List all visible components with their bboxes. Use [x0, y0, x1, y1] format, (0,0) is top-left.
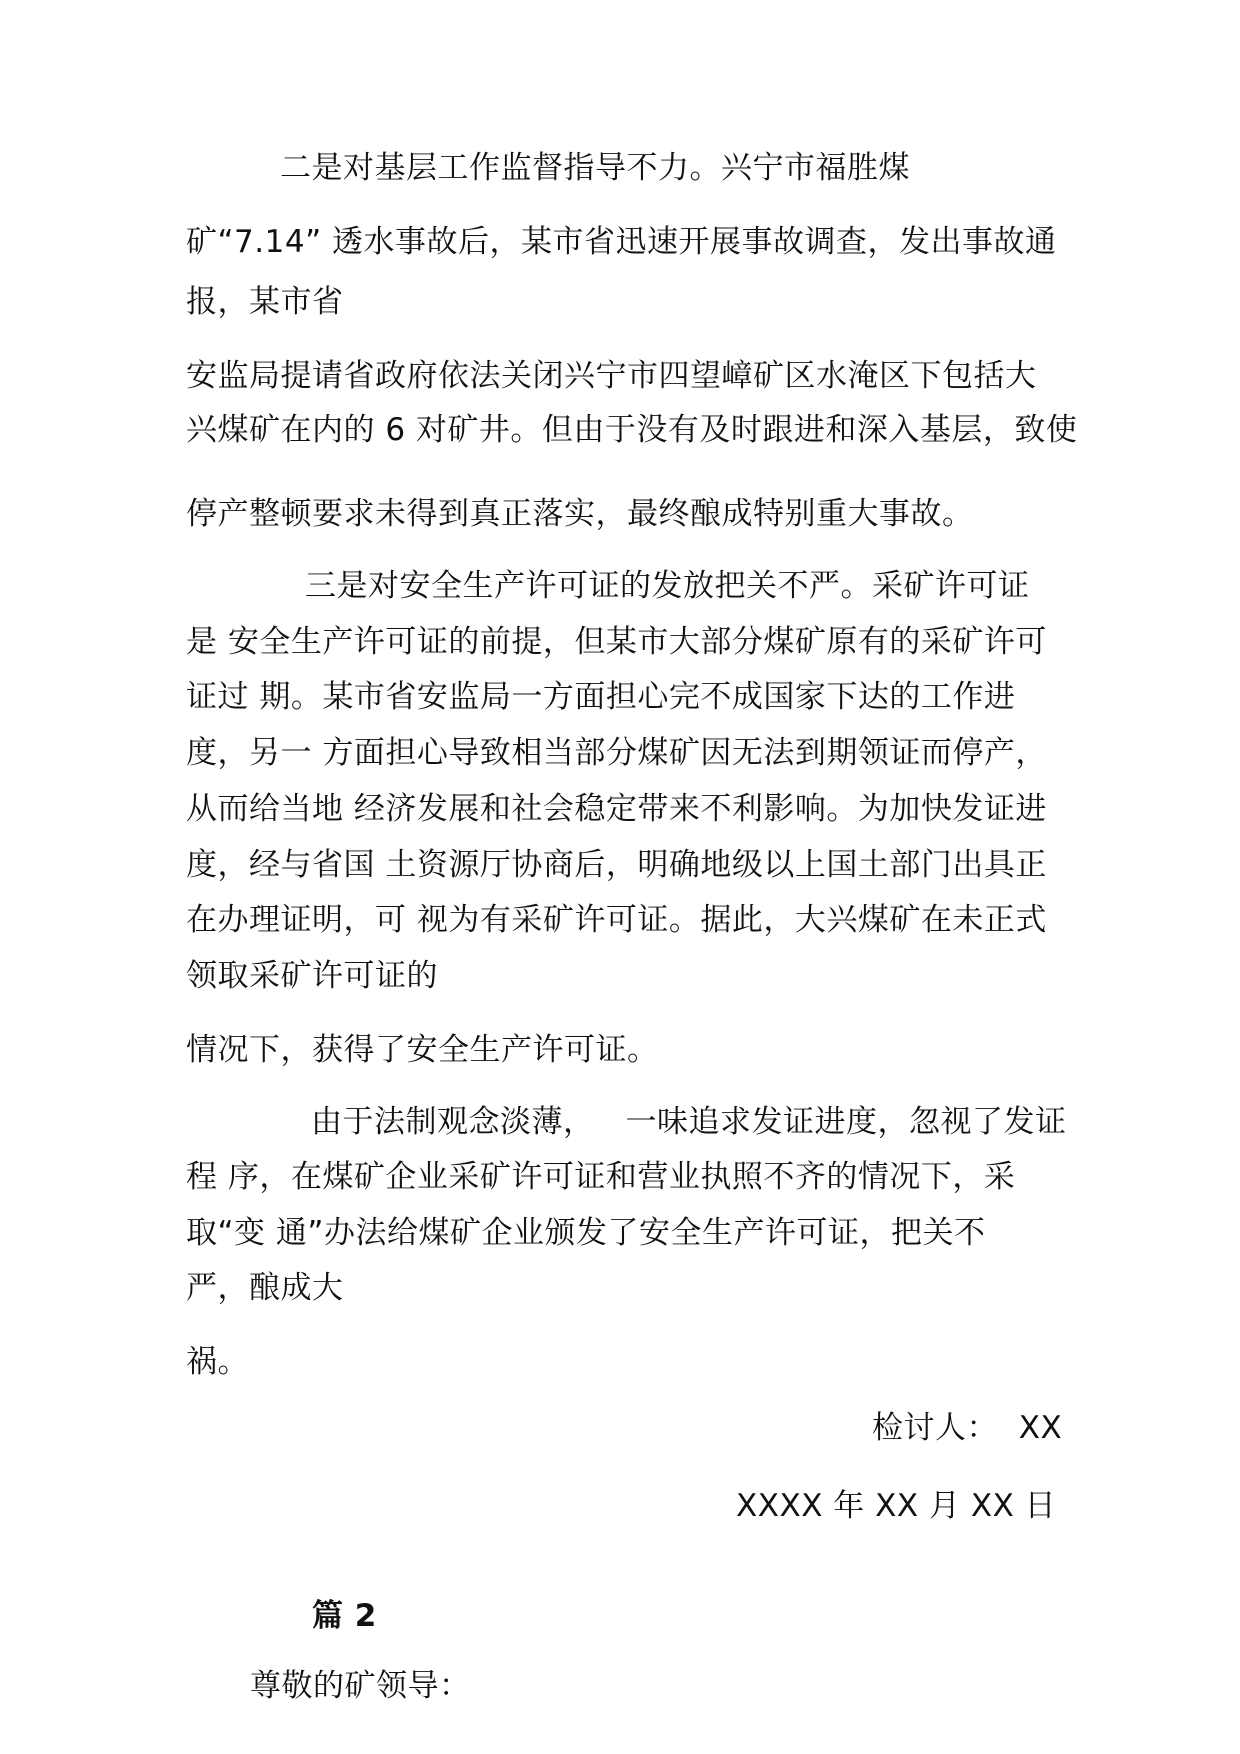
paragraph-3-line-8: 领取采矿许可证的 — [186, 958, 438, 994]
paragraph-2-line-6: 停产整顿要求未得到真正落实，最终酿成特别重大事故。 — [186, 496, 974, 532]
paragraph-2-line-2: 矿“7.14” 透水事故后，某市省迅速开展事故调查，发出事故通 — [186, 224, 1057, 260]
section-heading: 篇 2 — [312, 1598, 377, 1634]
paragraph-2-line-1: 二是对基层工作监督指导不力。兴宁市福胜煤 — [280, 150, 910, 186]
paragraph-3-line-1: 三是对安全生产许可证的发放把关不严。采矿许可证 — [305, 568, 1030, 604]
paragraph-2-line-5: 兴煤矿在内的 6 对矿井。但由于没有及时跟进和深入基层，致使 — [186, 412, 1078, 448]
paragraph-3-line-5: 从而给当地 经济发展和社会稳定带来不利影响。为加快发证进 — [186, 791, 1047, 827]
paragraph-2-line-3: 报，某市省 — [186, 284, 344, 320]
paragraph-4-line-3: 取“变 通”办法给煤矿企业颁发了安全生产许可证，把关不 — [186, 1215, 986, 1251]
paragraph-4-line-5: 祸。 — [186, 1344, 249, 1380]
paragraph-4-line-1: 由于法制观念淡薄， 一味追求发证进度，忽视了发证 — [311, 1104, 1067, 1140]
paragraph-3-line-4: 度，另一 方面担心导致相当部分煤矿因无法到期领证而停产， — [186, 735, 1047, 771]
paragraph-4-line-4: 严，酿成大 — [186, 1270, 344, 1306]
paragraph-3-line-2: 是 安全生产许可证的前提，但某市大部分煤矿原有的采矿许可 — [186, 624, 1047, 660]
paragraph-4-line-2: 程 序，在煤矿企业采矿许可证和营业执照不齐的情况下，采 — [186, 1159, 1016, 1195]
paragraph-3-line-6: 度，经与省国 土资源厅协商后，明确地级以上国土部门出具正 — [186, 847, 1047, 883]
paragraph-3-line-9: 情况下，获得了安全生产许可证。 — [186, 1032, 659, 1068]
paragraph-3-line-7: 在办理证明，可 视为有采矿许可证。据此，大兴煤矿在未正式 — [186, 902, 1047, 938]
salutation: 尊敬的矿领导： — [250, 1668, 471, 1704]
date-line: XXXX 年 XX 月 XX 日 — [736, 1488, 1057, 1524]
signer-line: 检讨人： XX — [872, 1410, 1063, 1446]
paragraph-2-line-4: 安监局提请省政府依法关闭兴宁市四望嶂矿区水淹区下包括大 — [186, 358, 1037, 394]
paragraph-3-line-3: 证过 期。某市省安监局一方面担心完不成国家下达的工作进 — [186, 679, 1016, 715]
